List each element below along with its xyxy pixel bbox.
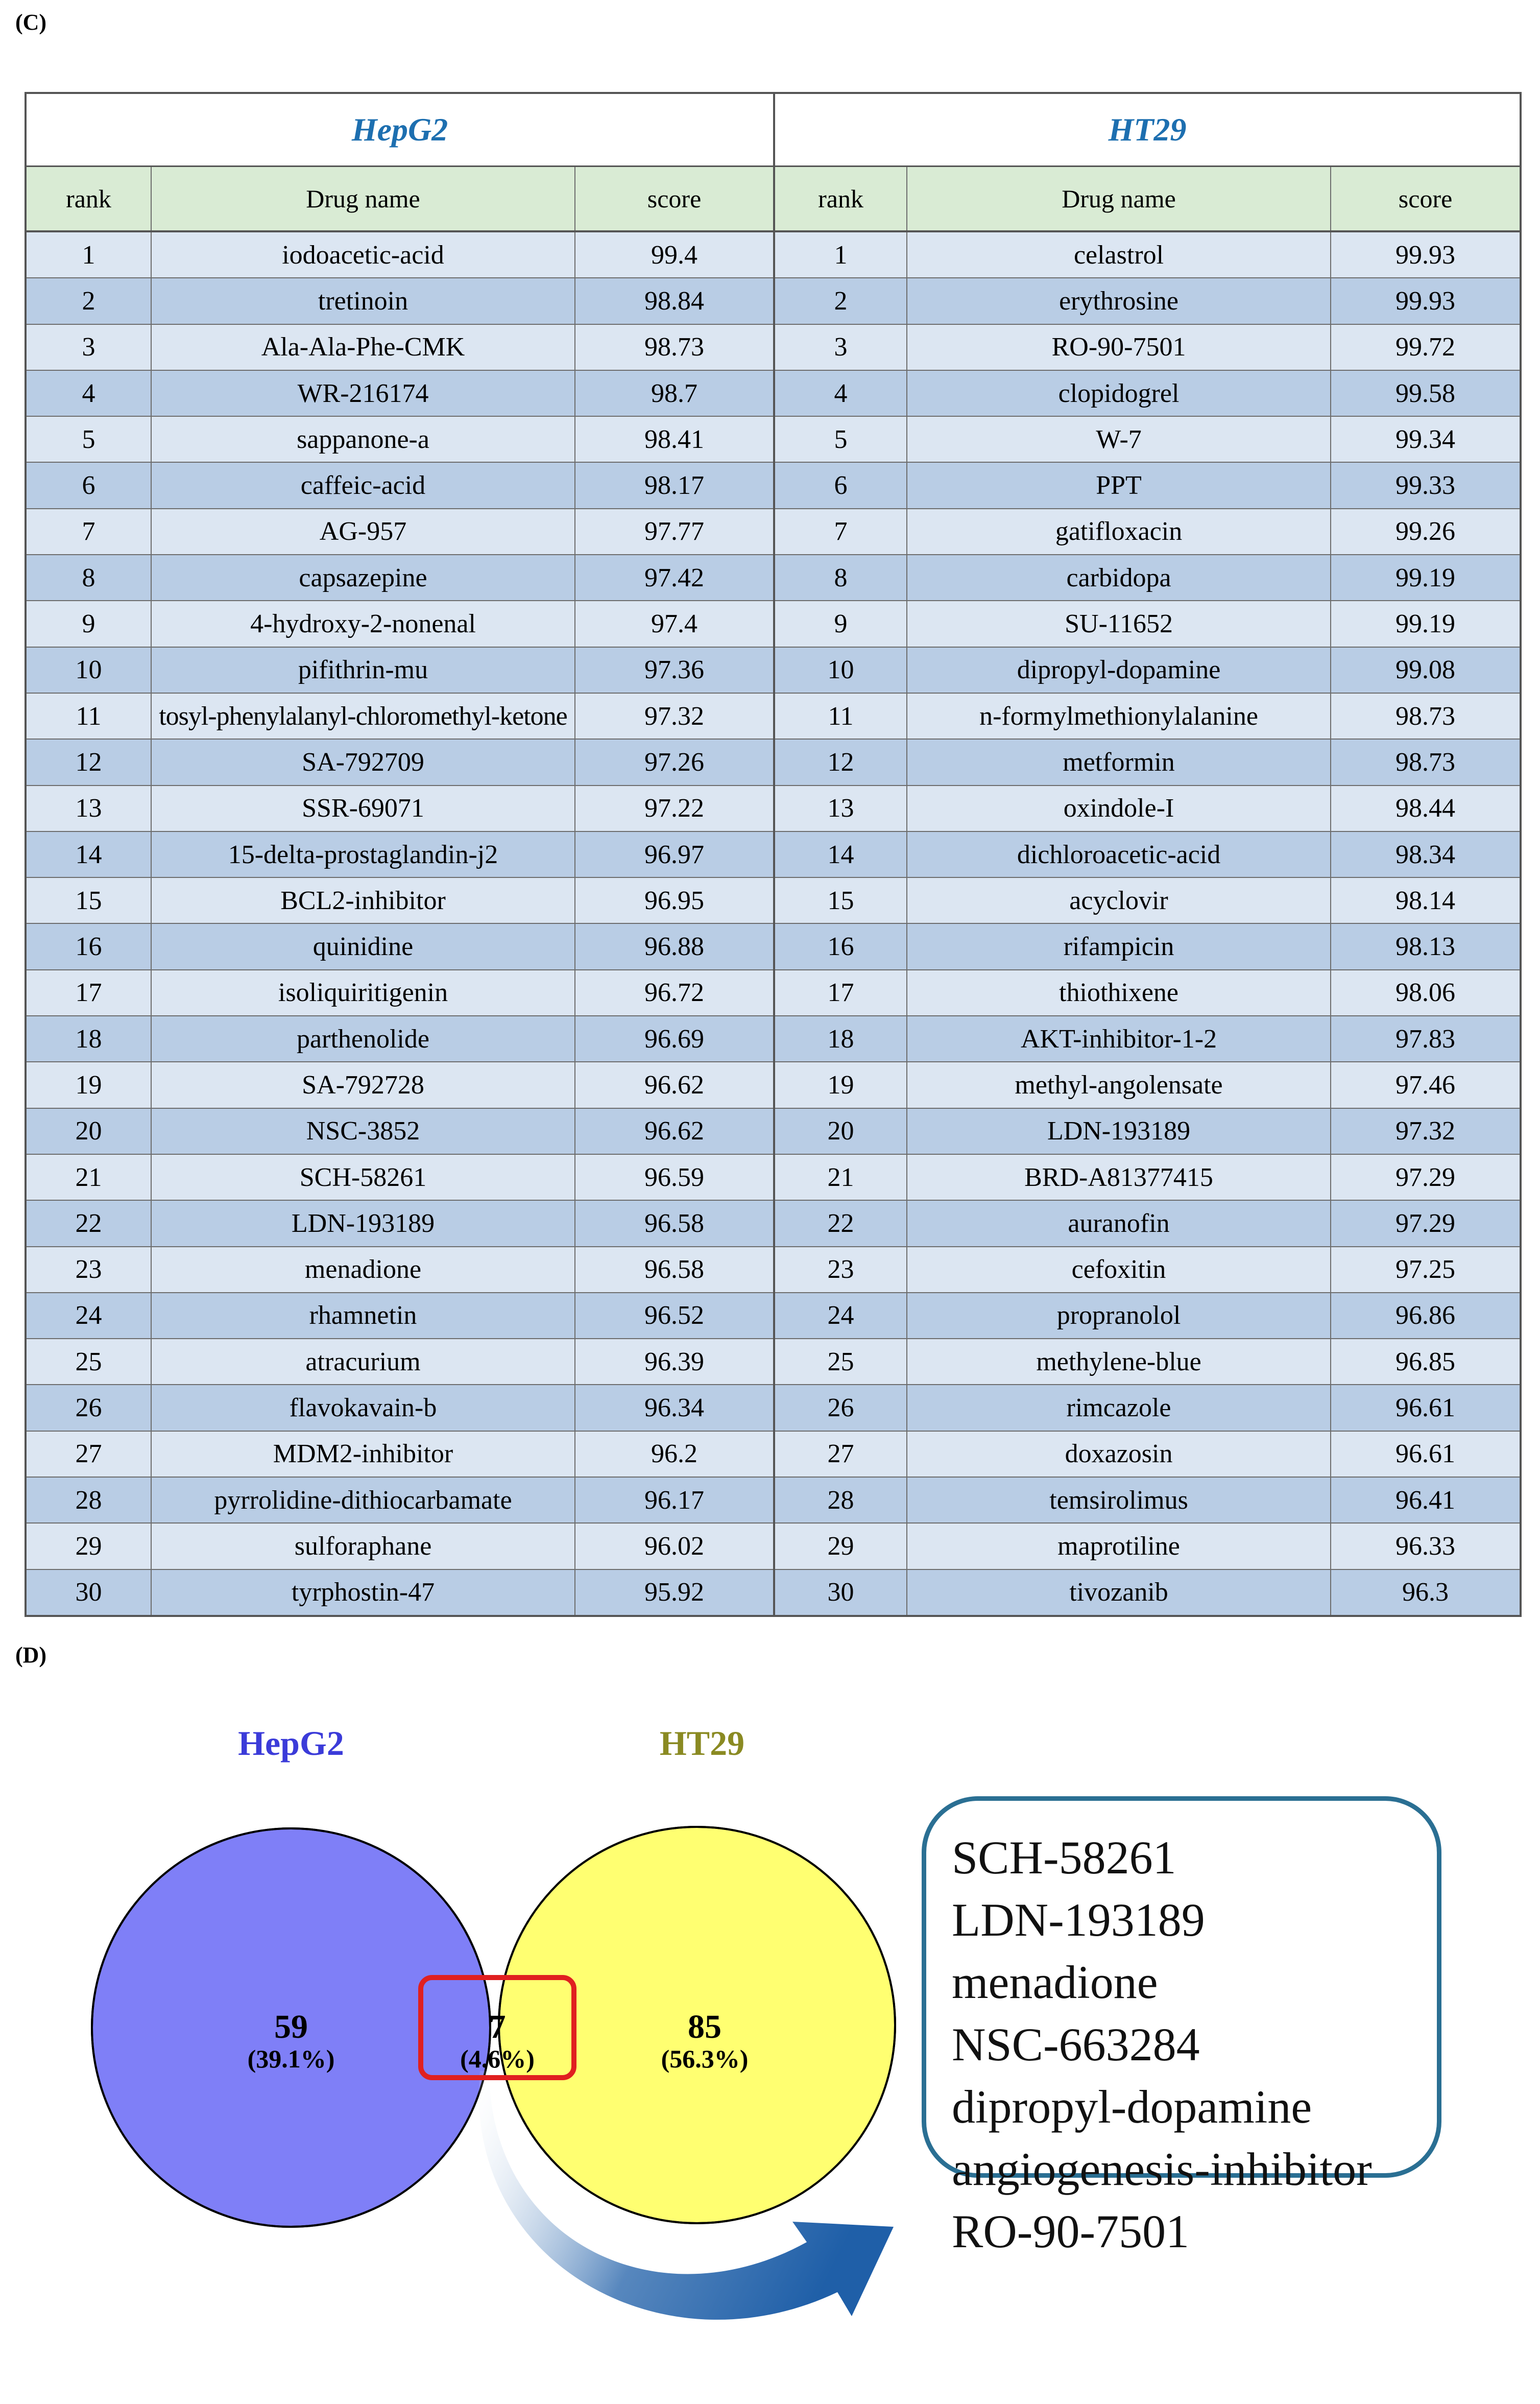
- drug-name-cell: celastrol: [907, 231, 1331, 278]
- score-cell: 97.42: [575, 555, 774, 601]
- drug-name-cell: tyrphostin-47: [151, 1569, 575, 1616]
- drug-name-cell: rimcazole: [907, 1385, 1331, 1431]
- list-item: menadione: [952, 1956, 1158, 2008]
- drug-name-cell: n-formylmethionylalanine: [907, 693, 1331, 739]
- rank-cell: 24: [26, 1293, 151, 1339]
- drug-name-cell: WR-216174: [151, 370, 575, 416]
- rank-cell: 3: [774, 324, 907, 370]
- score-cell: 98.14: [1331, 877, 1521, 923]
- table-row: [26, 923, 1521, 969]
- score-cell: 96.85: [1331, 1339, 1521, 1385]
- score-cell: 96.2: [575, 1431, 774, 1477]
- drug-name-cell: AG-957: [151, 509, 575, 555]
- table-row: [26, 370, 1521, 416]
- list-item: NSC-663284: [952, 2018, 1200, 2070]
- drug-name-cell: flavokavain-b: [151, 1385, 575, 1431]
- drug-name-cell: methylene-blue: [907, 1339, 1331, 1385]
- rank-cell: 3: [26, 324, 151, 370]
- score-cell: 96.59: [575, 1154, 774, 1200]
- rank-cell: 20: [774, 1108, 907, 1154]
- drug-name-cell: SCH-58261: [151, 1154, 575, 1200]
- drug-name-cell: BCL2-inhibitor: [151, 877, 575, 923]
- venn-percent-overlap: (4.6%): [460, 2044, 535, 2073]
- drug-name-cell: RO-90-7501: [907, 324, 1331, 370]
- drug-name-cell: BRD-A81377415: [907, 1154, 1331, 1200]
- drug-name-cell: quinidine: [151, 923, 575, 969]
- table-row: [26, 786, 1521, 831]
- drug-name-cell: NSC-3852: [151, 1108, 575, 1154]
- venn-percent-ht29: (56.3%): [661, 2044, 749, 2073]
- drug-name-cell: auranofin: [907, 1200, 1331, 1246]
- rank-cell: 13: [774, 786, 907, 831]
- score-cell: 96.34: [575, 1385, 774, 1431]
- score-cell: 96.61: [1331, 1385, 1521, 1431]
- score-cell: 99.08: [1331, 647, 1521, 693]
- score-cell: 97.25: [1331, 1247, 1521, 1293]
- rank-cell: 1: [26, 231, 151, 278]
- drug-name-cell: dipropyl-dopamine: [907, 647, 1331, 693]
- table-row: [26, 739, 1521, 785]
- score-cell: 97.22: [575, 786, 774, 831]
- score-cell: 96.3: [1331, 1569, 1521, 1616]
- drug-name-cell: temsirolimus: [907, 1477, 1331, 1523]
- panel-c-label: (C): [15, 10, 47, 35]
- drug-name-cell: methyl-angolensate: [907, 1062, 1331, 1108]
- rank-cell: 23: [26, 1247, 151, 1293]
- drug-name-cell: maprotiline: [907, 1523, 1331, 1569]
- rank-cell: 10: [26, 647, 151, 693]
- rank-cell: 2: [774, 278, 907, 324]
- score-cell: 96.33: [1331, 1523, 1521, 1569]
- venn-count-hepg2: 59: [274, 2008, 308, 2045]
- table-row: [26, 647, 1521, 693]
- rank-cell: 18: [774, 1016, 907, 1062]
- drug-name-cell: MDM2-inhibitor: [151, 1431, 575, 1477]
- rank-cell: 26: [26, 1385, 151, 1431]
- drug-name-cell: oxindole-I: [907, 786, 1331, 831]
- table-row: [26, 601, 1521, 647]
- drug-name-cell: isoliquiritigenin: [151, 970, 575, 1016]
- table-row: [26, 324, 1521, 370]
- table-row: [26, 1339, 1521, 1385]
- drug-name-cell: sappanone-a: [151, 416, 575, 462]
- score-cell: 99.93: [1331, 231, 1521, 278]
- table-row: [26, 1062, 1521, 1108]
- drug-name-cell: SA-792728: [151, 1062, 575, 1108]
- score-cell: 98.44: [1331, 786, 1521, 831]
- panel-d-label: (D): [15, 1643, 47, 1668]
- rank-cell: 11: [26, 693, 151, 739]
- overlap-drug-box: [922, 1796, 1441, 2257]
- score-cell: 96.62: [575, 1062, 774, 1108]
- drug-name-cell: SA-792709: [151, 739, 575, 785]
- rank-cell: 2: [26, 278, 151, 324]
- table-row: [26, 1431, 1521, 1477]
- score-cell: 97.32: [1331, 1108, 1521, 1154]
- score-cell: 97.83: [1331, 1016, 1521, 1062]
- column-header-rank: rank: [774, 166, 907, 232]
- drug-name-cell: 15-delta-prostaglandin-j2: [151, 831, 575, 877]
- drug-name-cell: tivozanib: [907, 1569, 1331, 1616]
- rank-cell: 28: [26, 1477, 151, 1523]
- score-cell: 98.84: [575, 278, 774, 324]
- score-cell: 98.34: [1331, 831, 1521, 877]
- rank-cell: 14: [774, 831, 907, 877]
- drug-name-cell: sulforaphane: [151, 1523, 575, 1569]
- rank-cell: 7: [774, 509, 907, 555]
- column-header-score: score: [575, 166, 774, 232]
- rank-cell: 18: [26, 1016, 151, 1062]
- score-cell: 99.72: [1331, 324, 1521, 370]
- venn-count-overlap: 7: [489, 2008, 506, 2045]
- table-body: [26, 231, 1521, 1616]
- drug-name-cell: atracurium: [151, 1339, 575, 1385]
- drug-name-cell: parthenolide: [151, 1016, 575, 1062]
- drug-ranking-table: [25, 92, 1522, 1617]
- drug-name-cell: caffeic-acid: [151, 462, 575, 508]
- score-cell: 99.4: [575, 231, 774, 278]
- table-row: [26, 231, 1521, 278]
- table-row: [26, 509, 1521, 555]
- score-cell: 97.36: [575, 647, 774, 693]
- drug-name-cell: gatifloxacin: [907, 509, 1331, 555]
- group-header-hepg2: HepG2: [26, 93, 774, 166]
- drug-name-cell: LDN-193189: [907, 1108, 1331, 1154]
- rank-cell: 13: [26, 786, 151, 831]
- score-cell: 96.17: [575, 1477, 774, 1523]
- score-cell: 96.97: [575, 831, 774, 877]
- rank-cell: 26: [774, 1385, 907, 1431]
- column-header-drug-name: Drug name: [907, 166, 1331, 232]
- score-cell: 99.34: [1331, 416, 1521, 462]
- score-cell: 98.17: [575, 462, 774, 508]
- rank-cell: 17: [26, 970, 151, 1016]
- score-cell: 99.58: [1331, 370, 1521, 416]
- table-row: [26, 1154, 1521, 1200]
- rank-cell: 30: [26, 1569, 151, 1616]
- venn-label-hepg2: HepG2: [238, 1724, 344, 1763]
- drug-name-cell: metformin: [907, 739, 1331, 785]
- score-cell: 96.86: [1331, 1293, 1521, 1339]
- table-row: [26, 462, 1521, 508]
- venn-percent-hepg2: (39.1%): [247, 2044, 335, 2073]
- score-cell: 95.92: [575, 1569, 774, 1616]
- score-cell: 98.7: [575, 370, 774, 416]
- drug-name-cell: SSR-69071: [151, 786, 575, 831]
- list-item: RO-90-7501: [952, 2205, 1190, 2257]
- drug-name-cell: AKT-inhibitor-1-2: [907, 1016, 1331, 1062]
- rank-cell: 21: [26, 1154, 151, 1200]
- score-cell: 98.73: [1331, 739, 1521, 785]
- rank-cell: 19: [774, 1062, 907, 1108]
- table-row: [26, 877, 1521, 923]
- score-cell: 97.32: [575, 693, 774, 739]
- rank-cell: 5: [774, 416, 907, 462]
- drug-name-cell: pyrrolidine-dithiocarbamate: [151, 1477, 575, 1523]
- rank-cell: 22: [774, 1200, 907, 1246]
- score-cell: 96.61: [1331, 1431, 1521, 1477]
- rank-cell: 24: [774, 1293, 907, 1339]
- rank-cell: 15: [26, 877, 151, 923]
- rank-cell: 21: [774, 1154, 907, 1200]
- venn-label-ht29: HT29: [659, 1724, 745, 1763]
- rank-cell: 9: [26, 601, 151, 647]
- rank-cell: 6: [774, 462, 907, 508]
- score-cell: 96.58: [575, 1247, 774, 1293]
- score-cell: 96.88: [575, 923, 774, 969]
- drug-name-cell: PPT: [907, 462, 1331, 508]
- score-cell: 96.52: [575, 1293, 774, 1339]
- table-row: [26, 1385, 1521, 1431]
- table-row: [26, 1477, 1521, 1523]
- score-cell: 96.02: [575, 1523, 774, 1569]
- drug-name-cell: rifampicin: [907, 923, 1331, 969]
- score-cell: 96.95: [575, 877, 774, 923]
- rank-cell: 27: [26, 1431, 151, 1477]
- rank-cell: 12: [26, 739, 151, 785]
- drug-name-cell: iodoacetic-acid: [151, 231, 575, 278]
- rank-cell: 25: [774, 1339, 907, 1385]
- score-cell: 98.41: [575, 416, 774, 462]
- score-cell: 97.4: [575, 601, 774, 647]
- table-row: [26, 1523, 1521, 1569]
- score-cell: 99.19: [1331, 601, 1521, 647]
- rank-cell: 6: [26, 462, 151, 508]
- rank-cell: 11: [774, 693, 907, 739]
- table-row: [26, 555, 1521, 601]
- table-row: [26, 970, 1521, 1016]
- score-cell: 99.33: [1331, 462, 1521, 508]
- rank-cell: 17: [774, 970, 907, 1016]
- drug-name-cell: dichloroacetic-acid: [907, 831, 1331, 877]
- table-row: [26, 1293, 1521, 1339]
- score-cell: 96.41: [1331, 1477, 1521, 1523]
- table-group-header-row: [26, 93, 1521, 166]
- drug-name-cell: LDN-193189: [151, 1200, 575, 1246]
- rank-cell: 30: [774, 1569, 907, 1616]
- rank-cell: 27: [774, 1431, 907, 1477]
- table-row: [26, 1108, 1521, 1154]
- list-item: angiogenesis-inhibitor: [952, 2143, 1372, 2195]
- score-cell: 98.13: [1331, 923, 1521, 969]
- rank-cell: 14: [26, 831, 151, 877]
- rank-cell: 16: [26, 923, 151, 969]
- score-cell: 98.73: [1331, 693, 1521, 739]
- table-row: [26, 278, 1521, 324]
- table-row: [26, 693, 1521, 739]
- score-cell: 98.06: [1331, 970, 1521, 1016]
- drug-name-cell: capsazepine: [151, 555, 575, 601]
- table-row: [26, 831, 1521, 877]
- rank-cell: 10: [774, 647, 907, 693]
- rank-cell: 1: [774, 231, 907, 278]
- score-cell: 96.72: [575, 970, 774, 1016]
- drug-name-cell: Ala-Ala-Phe-CMK: [151, 324, 575, 370]
- table-row: [26, 1247, 1521, 1293]
- drug-name-cell: pifithrin-mu: [151, 647, 575, 693]
- drug-name-cell: tretinoin: [151, 278, 575, 324]
- column-header-rank: rank: [26, 166, 151, 232]
- rank-cell: 29: [774, 1523, 907, 1569]
- rank-cell: 29: [26, 1523, 151, 1569]
- table-row: [26, 1016, 1521, 1062]
- rank-cell: 15: [774, 877, 907, 923]
- list-item: LDN-193189: [952, 1894, 1205, 1946]
- rank-cell: 20: [26, 1108, 151, 1154]
- drug-name-cell: menadione: [151, 1247, 575, 1293]
- score-cell: 96.62: [575, 1108, 774, 1154]
- drug-name-cell: cefoxitin: [907, 1247, 1331, 1293]
- score-cell: 97.46: [1331, 1062, 1521, 1108]
- group-header-ht29: HT29: [774, 93, 1521, 166]
- table-row: [26, 1200, 1521, 1246]
- score-cell: 96.39: [575, 1339, 774, 1385]
- list-item: SCH-58261: [952, 1831, 1176, 1884]
- column-header-score: score: [1331, 166, 1521, 232]
- score-cell: 99.93: [1331, 278, 1521, 324]
- column-header-drug-name: Drug name: [151, 166, 575, 232]
- score-cell: 99.19: [1331, 555, 1521, 601]
- list-item: dipropyl-dopamine: [952, 2081, 1312, 2133]
- score-cell: 97.29: [1331, 1200, 1521, 1246]
- drug-name-cell: thiothixene: [907, 970, 1331, 1016]
- table-row: [26, 1569, 1521, 1616]
- rank-cell: 22: [26, 1200, 151, 1246]
- rank-cell: 9: [774, 601, 907, 647]
- score-cell: 96.69: [575, 1016, 774, 1062]
- drug-name-cell: carbidopa: [907, 555, 1331, 601]
- drug-name-cell: acyclovir: [907, 877, 1331, 923]
- rank-cell: 7: [26, 509, 151, 555]
- score-cell: 98.73: [575, 324, 774, 370]
- score-cell: 97.77: [575, 509, 774, 555]
- table-column-header-row: [26, 166, 1521, 232]
- rank-cell: 19: [26, 1062, 151, 1108]
- drug-name-cell: 4-hydroxy-2-nonenal: [151, 601, 575, 647]
- overlap-drug-list: [952, 1826, 1372, 2263]
- score-cell: 96.58: [575, 1200, 774, 1246]
- score-cell: 97.29: [1331, 1154, 1521, 1200]
- rank-cell: 4: [774, 370, 907, 416]
- rank-cell: 28: [774, 1477, 907, 1523]
- rank-cell: 16: [774, 923, 907, 969]
- rank-cell: 23: [774, 1247, 907, 1293]
- drug-name-cell: tosyl-phenylalanyl-chloromethyl-ketone: [151, 693, 575, 739]
- table-row: [26, 416, 1521, 462]
- drug-name-cell: SU-11652: [907, 601, 1331, 647]
- rank-cell: 5: [26, 416, 151, 462]
- score-cell: 97.26: [575, 739, 774, 785]
- rank-cell: 4: [26, 370, 151, 416]
- drug-name-cell: rhamnetin: [151, 1293, 575, 1339]
- drug-name-cell: W-7: [907, 416, 1331, 462]
- rank-cell: 25: [26, 1339, 151, 1385]
- rank-cell: 8: [26, 555, 151, 601]
- drug-name-cell: clopidogrel: [907, 370, 1331, 416]
- drug-name-cell: propranolol: [907, 1293, 1331, 1339]
- score-cell: 99.26: [1331, 509, 1521, 555]
- drug-name-cell: erythrosine: [907, 278, 1331, 324]
- drug-name-cell: doxazosin: [907, 1431, 1331, 1477]
- venn-count-ht29: 85: [688, 2008, 721, 2045]
- rank-cell: 12: [774, 739, 907, 785]
- rank-cell: 8: [774, 555, 907, 601]
